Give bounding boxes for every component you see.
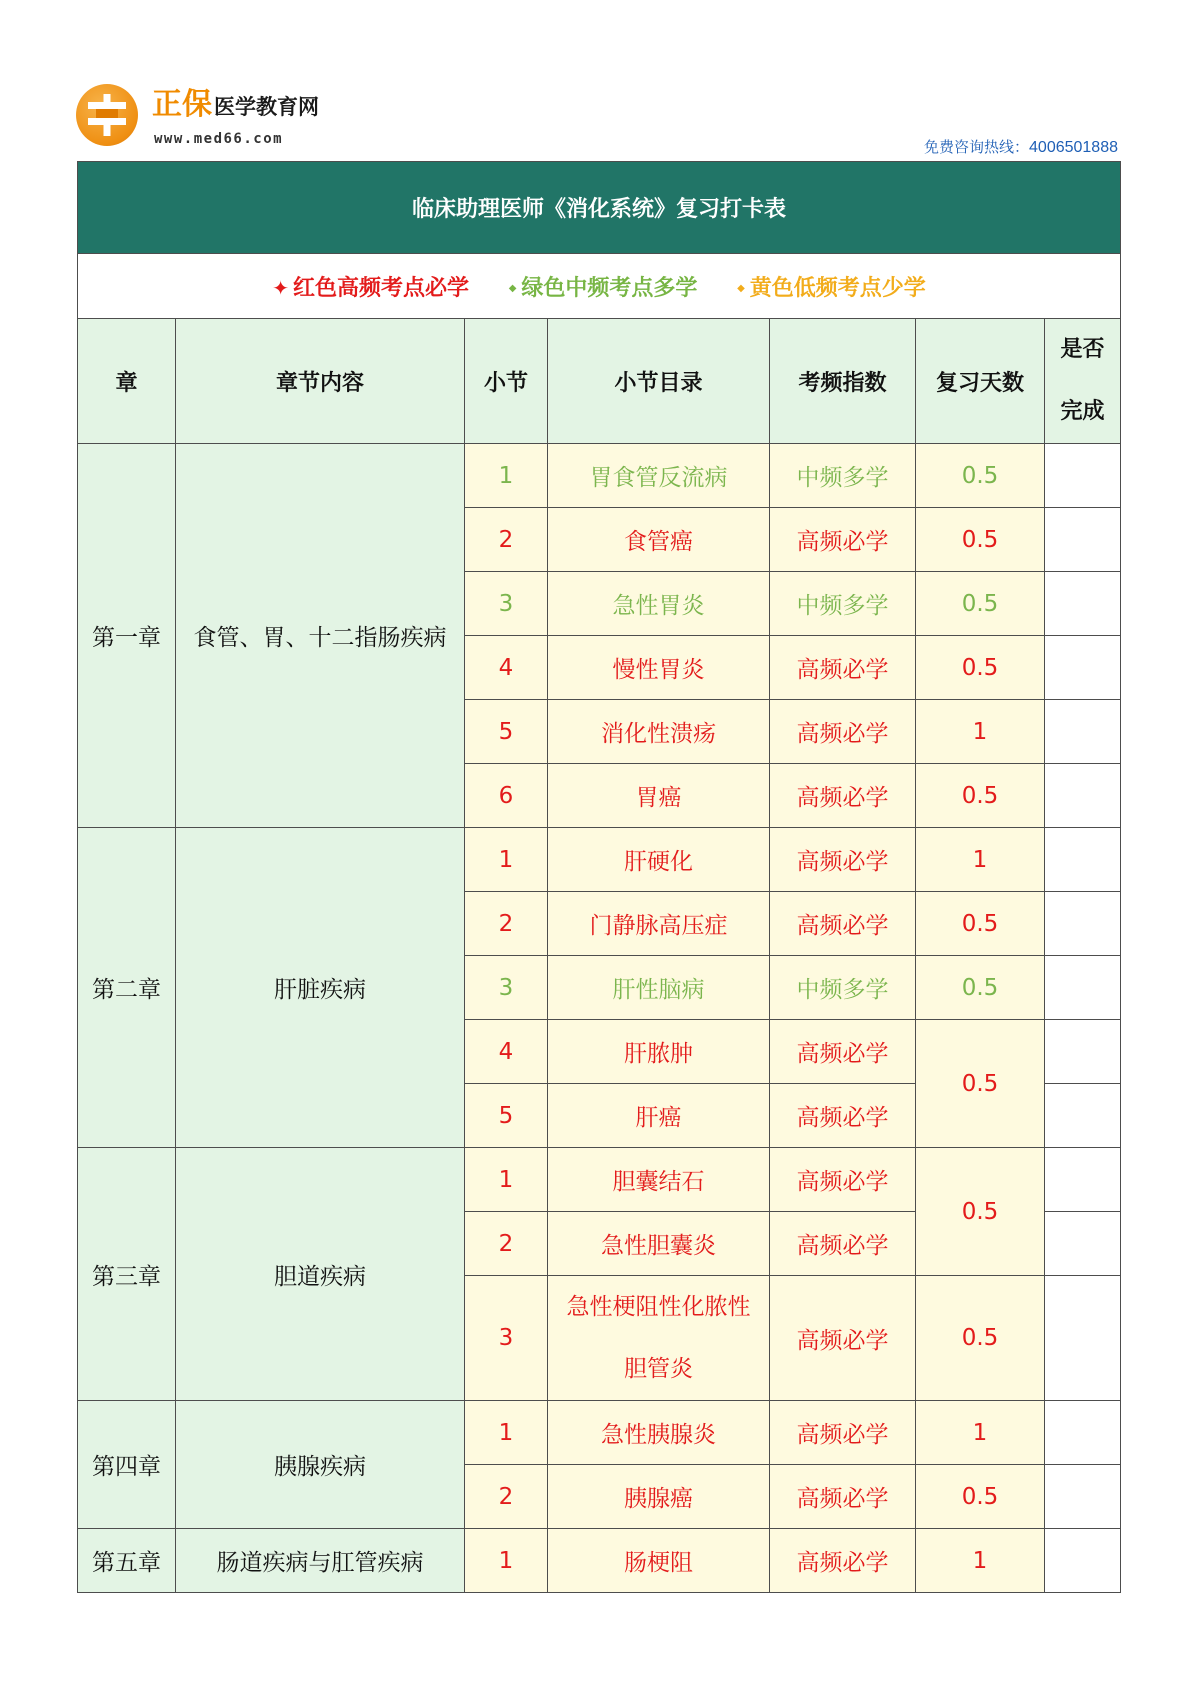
frequency-cell: 高频必学 <box>770 1465 916 1529</box>
legend-low-frequency <box>737 271 926 302</box>
legend-medium-frequency <box>509 271 698 302</box>
frequency-cell: 高频必学 <box>770 508 916 572</box>
legend-medium-label: 绿色中频考点多学 <box>521 275 698 301</box>
topic-cell: 急性胰腺炎 <box>548 1401 770 1465</box>
section-number: 5 <box>465 1084 548 1148</box>
section-number: 1 <box>465 1401 548 1465</box>
chapter-cell: 第一章 <box>78 444 176 828</box>
topic-cell: 急性胆囊炎 <box>548 1212 770 1276</box>
topic-cell: 急性梗阻性化脓性胆管炎 <box>548 1276 770 1401</box>
chapter-cell: 第五章 <box>78 1529 176 1593</box>
done-checkbox-cell[interactable] <box>1045 892 1121 956</box>
frequency-cell: 高频必学 <box>770 1401 916 1465</box>
done-checkbox-cell[interactable] <box>1045 700 1121 764</box>
logo-brand: 正保 <box>152 87 212 122</box>
days-cell: 0.5 <box>916 956 1045 1020</box>
diamond-icon: ◆ <box>508 283 517 294</box>
section-number: 1 <box>465 1529 548 1593</box>
logo-rest: 医学教育网 <box>214 95 319 119</box>
topic-cell: 肝脓肿 <box>548 1020 770 1084</box>
done-checkbox-cell[interactable] <box>1045 1465 1121 1529</box>
frequency-cell: 中频多学 <box>770 444 916 508</box>
checkin-table <box>77 161 1121 1593</box>
topic-cell: 肝硬化 <box>548 828 770 892</box>
hotline-label: 免费咨询热线： <box>924 138 1030 156</box>
chapter-cell: 第四章 <box>78 1401 176 1529</box>
frequency-cell: 高频必学 <box>770 828 916 892</box>
days-cell: 0.5 <box>916 1020 1045 1148</box>
hotline <box>924 136 1118 157</box>
done-checkbox-cell[interactable] <box>1045 636 1121 700</box>
frequency-cell: 高频必学 <box>770 700 916 764</box>
topic-cell: 食管癌 <box>548 508 770 572</box>
table-row <box>78 1401 1121 1465</box>
done-checkbox-cell[interactable] <box>1045 444 1121 508</box>
section-number: 5 <box>465 700 548 764</box>
frequency-cell: 高频必学 <box>770 1276 916 1401</box>
topic-cell: 肝性脑病 <box>548 956 770 1020</box>
done-checkbox-cell[interactable] <box>1045 828 1121 892</box>
table-row <box>78 828 1121 892</box>
topic-cell: 急性胃炎 <box>548 572 770 636</box>
topic-cell: 胰腺癌 <box>548 1465 770 1529</box>
done-checkbox-cell[interactable] <box>1045 1020 1121 1084</box>
done-checkbox-cell[interactable] <box>1045 508 1121 572</box>
table-title: 临床助理医师《消化系统》复习打卡表 <box>78 162 1121 254</box>
done-checkbox-cell[interactable] <box>1045 1276 1121 1401</box>
frequency-cell: 高频必学 <box>770 1529 916 1593</box>
days-cell: 0.5 <box>916 572 1045 636</box>
topic-cell: 胃食管反流病 <box>548 444 770 508</box>
column-header-done-line2: 完成 <box>1060 399 1105 424</box>
column-header-done-line1: 是否 <box>1060 337 1105 362</box>
frequency-cell: 中频多学 <box>770 956 916 1020</box>
days-cell: 0.5 <box>916 1148 1045 1276</box>
done-checkbox-cell[interactable] <box>1045 1148 1121 1212</box>
table-row <box>78 1529 1121 1593</box>
section-number: 2 <box>465 1212 548 1276</box>
chapter-cell: 第三章 <box>78 1148 176 1401</box>
section-number: 2 <box>465 1465 548 1529</box>
frequency-cell: 高频必学 <box>770 636 916 700</box>
chapter-content-cell: 胰腺疾病 <box>176 1401 465 1529</box>
done-checkbox-cell[interactable] <box>1045 1529 1121 1593</box>
days-cell: 0.5 <box>916 1276 1045 1401</box>
sparkle-icon: ✦ <box>272 275 290 300</box>
done-checkbox-cell[interactable] <box>1045 956 1121 1020</box>
chapter-content-cell: 肝脏疾病 <box>176 828 465 1148</box>
logo-name <box>152 87 319 122</box>
frequency-cell: 高频必学 <box>770 1212 916 1276</box>
section-number: 2 <box>465 892 548 956</box>
days-cell: 0.5 <box>916 1465 1045 1529</box>
logo-emblem <box>76 84 138 146</box>
legend-high-frequency <box>272 271 469 302</box>
table-row <box>78 444 1121 508</box>
frequency-cell: 中频多学 <box>770 572 916 636</box>
frequency-cell: 高频必学 <box>770 764 916 828</box>
days-cell: 0.5 <box>916 892 1045 956</box>
frequency-cell: 高频必学 <box>770 1020 916 1084</box>
column-header-topic: 小节目录 <box>548 319 770 444</box>
diamond-icon: ◆ <box>737 283 745 294</box>
column-header-days: 复习天数 <box>916 319 1045 444</box>
frequency-cell: 高频必学 <box>770 892 916 956</box>
section-number: 1 <box>465 828 548 892</box>
days-cell: 1 <box>916 700 1045 764</box>
topic-cell: 胆囊结石 <box>548 1148 770 1212</box>
page-header <box>0 0 1190 160</box>
hotline-number: 4006501888 <box>1029 139 1118 156</box>
days-cell: 1 <box>916 1401 1045 1465</box>
logo <box>76 84 436 154</box>
column-header-content: 章节内容 <box>176 319 465 444</box>
days-cell: 0.5 <box>916 764 1045 828</box>
section-number: 4 <box>465 636 548 700</box>
topic-cell: 消化性溃疡 <box>548 700 770 764</box>
done-checkbox-cell[interactable] <box>1045 1401 1121 1465</box>
legend <box>78 254 1121 319</box>
days-cell: 0.5 <box>916 636 1045 700</box>
section-number: 3 <box>465 1276 548 1401</box>
column-header-chapter: 章 <box>78 319 176 444</box>
section-number: 4 <box>465 1020 548 1084</box>
days-cell: 1 <box>916 828 1045 892</box>
legend-low-label: 黄色低频考点少学 <box>749 275 926 301</box>
done-checkbox-cell[interactable] <box>1045 764 1121 828</box>
chapter-content-cell: 胆道疾病 <box>176 1148 465 1401</box>
days-cell: 0.5 <box>916 508 1045 572</box>
topic-cell: 慢性胃炎 <box>548 636 770 700</box>
column-header-section: 小节 <box>465 319 548 444</box>
done-checkbox-cell[interactable] <box>1045 572 1121 636</box>
section-number: 2 <box>465 508 548 572</box>
legend-high-label: 红色高频考点必学 <box>293 275 470 301</box>
section-number: 3 <box>465 572 548 636</box>
days-cell: 0.5 <box>916 444 1045 508</box>
chapter-cell: 第二章 <box>78 828 176 1148</box>
chapter-content-cell: 食管、胃、十二指肠疾病 <box>176 444 465 828</box>
days-cell: 1 <box>916 1529 1045 1593</box>
column-header-frequency: 考频指数 <box>770 319 916 444</box>
section-number: 6 <box>465 764 548 828</box>
done-checkbox-cell[interactable] <box>1045 1084 1121 1148</box>
logo-url: www.med66.com <box>154 131 284 147</box>
section-number: 1 <box>465 1148 548 1212</box>
section-number: 3 <box>465 956 548 1020</box>
column-header-done <box>1045 319 1121 444</box>
frequency-cell: 高频必学 <box>770 1148 916 1212</box>
done-checkbox-cell[interactable] <box>1045 1212 1121 1276</box>
topic-cell: 肝癌 <box>548 1084 770 1148</box>
chapter-content-cell: 肠道疾病与肛管疾病 <box>176 1529 465 1593</box>
table-row <box>78 1148 1121 1212</box>
topic-cell: 胃癌 <box>548 764 770 828</box>
column-header-row <box>78 319 1121 444</box>
frequency-cell: 高频必学 <box>770 1084 916 1148</box>
topic-cell: 肠梗阻 <box>548 1529 770 1593</box>
section-number: 1 <box>465 444 548 508</box>
topic-cell: 门静脉高压症 <box>548 892 770 956</box>
